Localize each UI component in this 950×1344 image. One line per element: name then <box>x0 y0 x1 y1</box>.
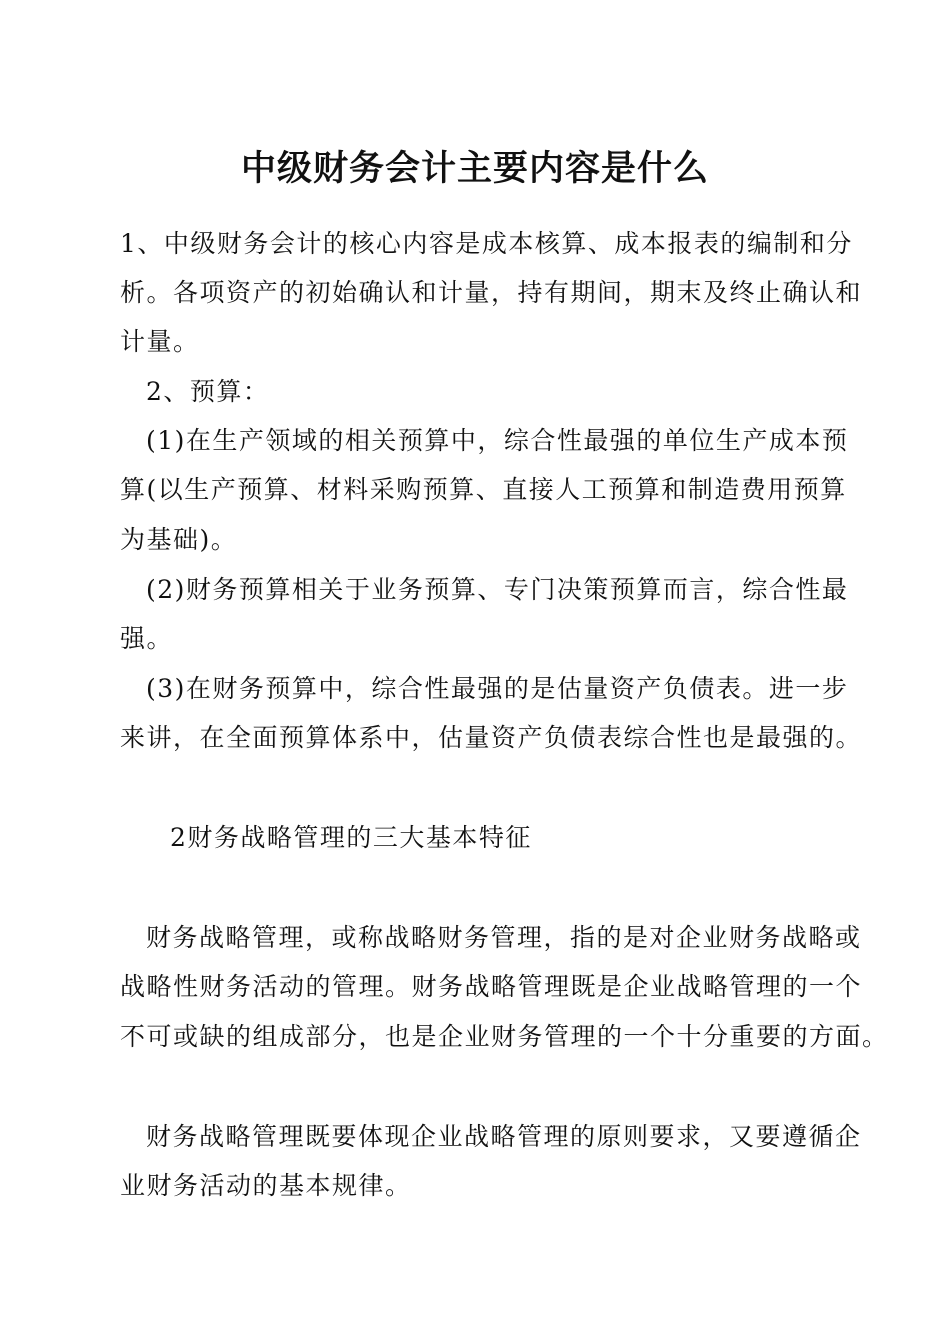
section-heading-strategy: 2财务战略管理的三大基本特征 <box>170 823 532 852</box>
paragraph-line: 1、中级财务会计的核心内容是成本核算、成本报表的编制和分 <box>120 229 853 258</box>
paragraph-line: 析。各项资产的初始确认和计量，持有期间，期末及终止确认和 <box>120 278 863 307</box>
list-item-line: 为基础)。 <box>120 525 238 554</box>
paragraph-line: 业财务活动的基本规律。 <box>120 1171 412 1200</box>
list-item-line: (1)在生产领域的相关预算中，综合性最强的单位生产成本预 <box>146 426 849 455</box>
paragraph-line: 财务战略管理，或称战略财务管理，指的是对企业财务战略或 <box>146 923 862 952</box>
list-item-line: 强。 <box>120 624 174 653</box>
section-heading-budget: 2、预算： <box>146 377 270 406</box>
list-item-line: 算(以生产预算、材料采购预算、直接人工预算和制造费用预算 <box>120 475 847 504</box>
paragraph-line: 财务战略管理既要体现企业战略管理的原则要求，又要遵循企 <box>146 1122 862 1151</box>
paragraph-line: 不可或缺的组成部分，也是企业财务管理的一个十分重要的方面。 <box>120 1022 889 1051</box>
document-title: 中级财务会计主要内容是什么 <box>240 149 709 189</box>
paragraph-line: 战略性财务活动的管理。财务战略管理既是企业战略管理的一个 <box>120 972 863 1001</box>
list-item-line: 来讲，在全面预算体系中，估量资产负债表综合性也是最强的。 <box>120 723 863 752</box>
paragraph-line: 计量。 <box>120 327 200 356</box>
list-item-line: (3)在财务预算中，综合性最强的是估量资产负债表。进一步 <box>146 674 849 703</box>
list-item-line: (2)财务预算相关于业务预算、专门决策预算而言，综合性最 <box>146 575 849 604</box>
